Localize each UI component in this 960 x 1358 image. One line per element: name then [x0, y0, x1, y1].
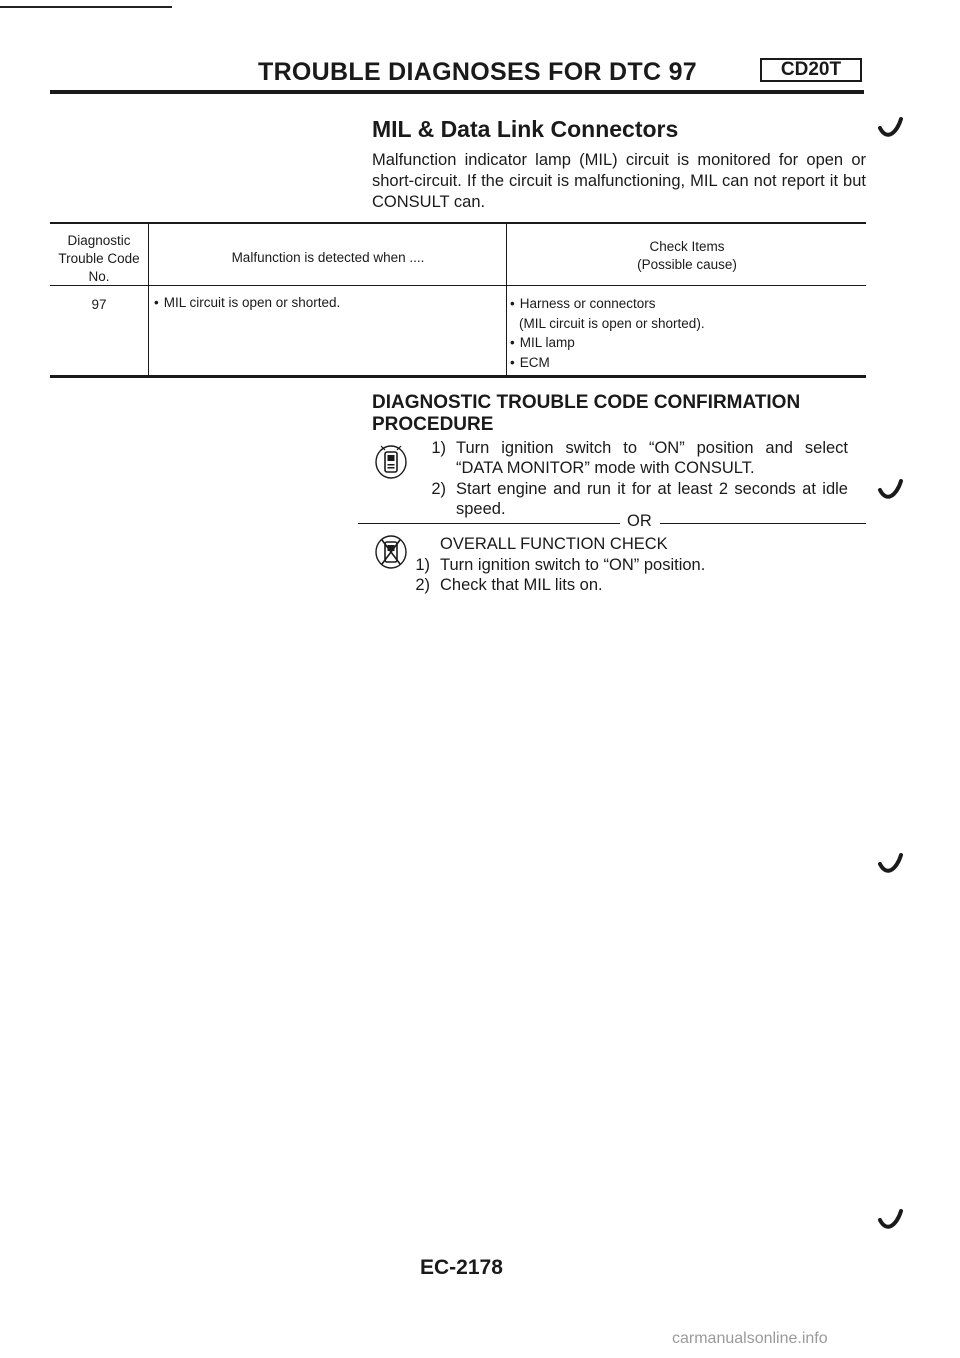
or-separator-line	[358, 523, 620, 524]
check-step-2	[402, 575, 868, 595]
page-title: TROUBLE DIAGNOSES FOR DTC 97	[258, 58, 697, 86]
header-detected-when: Malfunction is detected when ....	[231, 250, 425, 265]
table-header-rule	[50, 285, 866, 286]
table-bottom-rule	[50, 375, 866, 378]
dtc-code-cell: 97	[91, 297, 107, 312]
detected-when-cell	[154, 294, 504, 312]
step-text: Turn ignition switch to “ON” position.	[440, 556, 706, 574]
step-text: Check that MIL lits on.	[440, 576, 603, 594]
table-col-divider	[506, 224, 507, 375]
revision-check-mark-icon	[878, 116, 904, 140]
step-text: Start engine and run it for at least 2 seconds at idle speed.	[456, 480, 848, 518]
engine-code-badge: CD20T	[760, 58, 862, 82]
step-number: 2)	[431, 480, 446, 498]
procedure-heading	[372, 392, 800, 436]
revision-check-mark-icon	[878, 478, 904, 502]
watermark-text: carmanualsonline.info	[672, 1330, 828, 1347]
check-step-1	[402, 555, 868, 575]
header-text: Check Items	[649, 239, 725, 254]
step-text: Turn ignition switch to “ON” position and select “DATA MONITOR” mode with CONSULT.	[456, 439, 848, 477]
check-item: • Harness or connectors	[510, 294, 866, 314]
dtc-table	[50, 222, 866, 378]
or-separator-line	[660, 523, 866, 524]
section-heading: MIL & Data Link Connectors	[372, 116, 679, 142]
title-rule	[50, 90, 864, 94]
revision-check-mark-icon	[878, 852, 904, 876]
step-number: 2)	[415, 576, 430, 594]
header-text: Diagnostic	[67, 233, 131, 248]
table-top-rule	[50, 222, 866, 224]
or-separator-label: OR	[627, 512, 652, 530]
overall-function-check-title: OVERALL FUNCTION CHECK	[440, 535, 668, 553]
procedure-heading-line: PROCEDURE	[372, 414, 494, 435]
header-text: Trouble Code	[58, 251, 140, 266]
consult-tester-icon	[374, 440, 408, 480]
bullet-item: • MIL circuit is open or shorted.	[154, 295, 340, 310]
header-text: No.	[88, 269, 110, 284]
step-number: 1)	[415, 556, 430, 574]
check-items-cell	[510, 294, 866, 372]
table-col-divider	[148, 224, 149, 375]
check-item: • MIL lamp	[510, 333, 866, 353]
page-number: EC-2178	[420, 1256, 503, 1279]
revision-check-mark-icon	[878, 1208, 904, 1232]
page-edge-stub	[0, 6, 172, 8]
check-item-note: (MIL circuit is open or shorted).	[519, 315, 705, 331]
section-intro: Malfunction indicator lamp (MIL) circuit is monitored for open or short-circuit. If the circuit is malfunctioning, MIL can not report it but CONSULT can.	[372, 151, 866, 211]
step-number: 1)	[431, 439, 446, 457]
header-check-items	[508, 238, 866, 274]
header-text: (Possible cause)	[637, 257, 737, 272]
procedure-heading-line: DIAGNOSTIC TROUBLE CODE CONFIRMATION	[372, 392, 801, 413]
header-dtc-number	[50, 232, 148, 286]
consult-step-1	[418, 438, 868, 478]
check-item: • ECM	[510, 353, 866, 373]
